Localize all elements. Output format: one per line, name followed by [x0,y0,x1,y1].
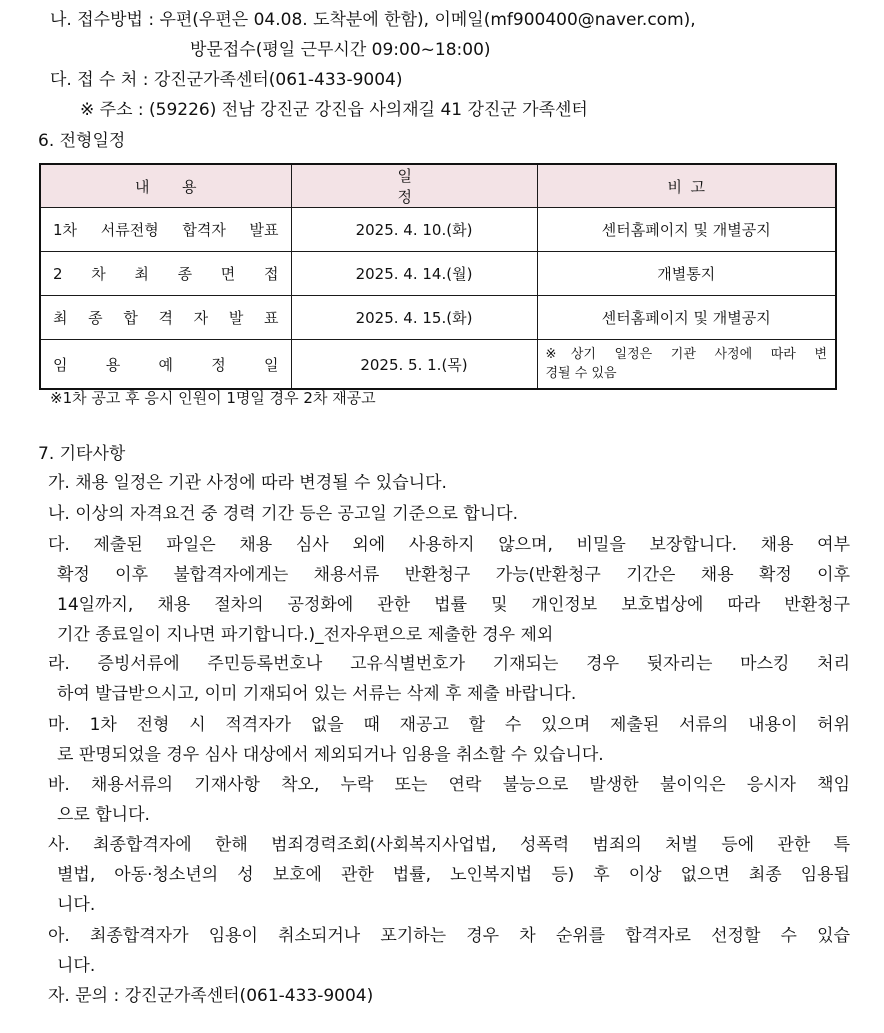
row-date: 2025. 4. 10.(화) [291,208,537,252]
row-date: 2025. 4. 15.(화) [291,296,537,340]
section-7-heading: 7. 기타사항 [38,444,126,464]
item-da-line-4: 기간 종료일이 지나면 파기합니다.)_전자우편으로 제출한 경우 제외 [57,625,554,645]
schedule-footnote: ※1차 공고 후 응시 인원이 1명일 경우 2차 재공고 [50,389,376,407]
receipt-method-line-1 [50,8,696,32]
item-ba-line-1: 바. 채용서류의 기재사항 착오, 누락 또는 연락 불능으로 발생한 불이익은 응시자 책임 [48,775,850,795]
row-note: 센터홈페이지 및 개별공지 [537,208,836,252]
header-content: 내 용 [40,164,291,208]
row-content: 임 용 예 정 일 [40,340,291,390]
item-ga: 가. 채용 일정은 기관 사정에 따라 변경될 수 있습니다. [48,473,447,493]
item-ra-line-2: 하여 발급받으시고, 이미 기재되어 있는 서류는 삭제 후 제출 바랍니다. [57,684,577,704]
address-line: ※ 주소 : (59226) 전남 강진군 강진읍 사의재길 41 강진군 가족센터 [80,100,588,120]
receipt-place-label: 다. 접 수 처 : [50,70,154,90]
item-ra-line-1: 라. 증빙서류에 주민등록번호나 고유식별번호가 기재되는 경우 뒷자리는 마스킹 처리 [48,654,850,674]
row-content: 최 종 합 격 자 발 표 [40,296,291,340]
receipt-place-text: 강진군가족센터(061-433-9004) [153,70,403,90]
item-ma-line-2: 로 판명되었을 경우 심사 대상에서 제외되거나 임용을 취소할 수 있습니다. [57,745,604,765]
row-content: 1차 서류전형 합격자 발표 [40,208,291,252]
item-da-line-1: 다. 제출된 파일은 채용 심사 외에 사용하지 않으며, 비밀을 보장합니다. 채용 여부 [48,535,851,555]
row-note [537,340,836,390]
row-note-line-1: ※상기 일정은 기관 사정에 따라 변 [545,347,827,362]
schedule-table [39,163,837,390]
item-sa-line-3: 니다. [57,895,96,915]
row-date: 2025. 4. 14.(월) [291,252,537,296]
item-da-line-3: 14일까지, 채용 절차의 공정화에 관한 법률 및 개인정보 보호법상에 따라 반환청구 [57,595,850,615]
section-6-heading: 6. 전형일정 [38,131,126,151]
table-row [40,340,836,390]
table-header-row [40,164,836,208]
item-sa-line-1: 사. 최종합격자에 한해 범죄경력조회(사회복지사업법, 성폭력 범죄의 처벌 등에 관한 특 [48,835,850,855]
item-da-line-2: 확정 이후 불합격자에게는 채용서류 반환청구 가능(반환청구 기간은 채용 확정 이후 [57,565,850,585]
item-a-line-2: 니다. [57,956,96,976]
receipt-place-line [50,68,403,92]
item-ba-line-2: 으로 합니다. [57,805,150,825]
row-note: 개별통지 [537,252,836,296]
row-date: 2025. 5. 1.(목) [291,340,537,390]
item-na: 나. 이상의 자격요건 중 경력 기간 등은 공고일 기준으로 합니다. [48,504,518,524]
row-note-line-2: 경될 수 있음 [545,366,617,381]
table-row [40,296,836,340]
table-row [40,252,836,296]
receipt-method-label: 나. 접수방법 : [50,10,160,30]
receipt-method-line-2: 방문접수(평일 근무시간 09:00~18:00) [190,40,491,60]
table-row [40,208,836,252]
item-ja-contact: 자. 문의 : 강진군가족센터(061-433-9004) [48,986,374,1006]
receipt-method-text-1: 우편(우편은 04.08. 도착분에 한함), 이메일(mf900400@naver.com), [159,10,696,30]
item-ma-line-1: 마. 1차 전형 시 적격자가 없을 때 재공고 할 수 있으며 제출된 서류의 내용이 허위 [48,715,850,735]
header-note: 비 고 [537,164,836,208]
header-date: 일 정 [291,164,537,208]
item-sa-line-2: 별법, 아동·청소년의 성 보호에 관한 법률, 노인복지법 등) 후 이상 없으면 최종 임용됩 [57,865,850,885]
row-note: 센터홈페이지 및 개별공지 [537,296,836,340]
row-content: 2 차 최 종 면 접 [40,252,291,296]
item-a-line-1: 아. 최종합격자가 임용이 취소되거나 포기하는 경우 차 순위를 합격자로 선정할 수 있습 [48,926,850,946]
